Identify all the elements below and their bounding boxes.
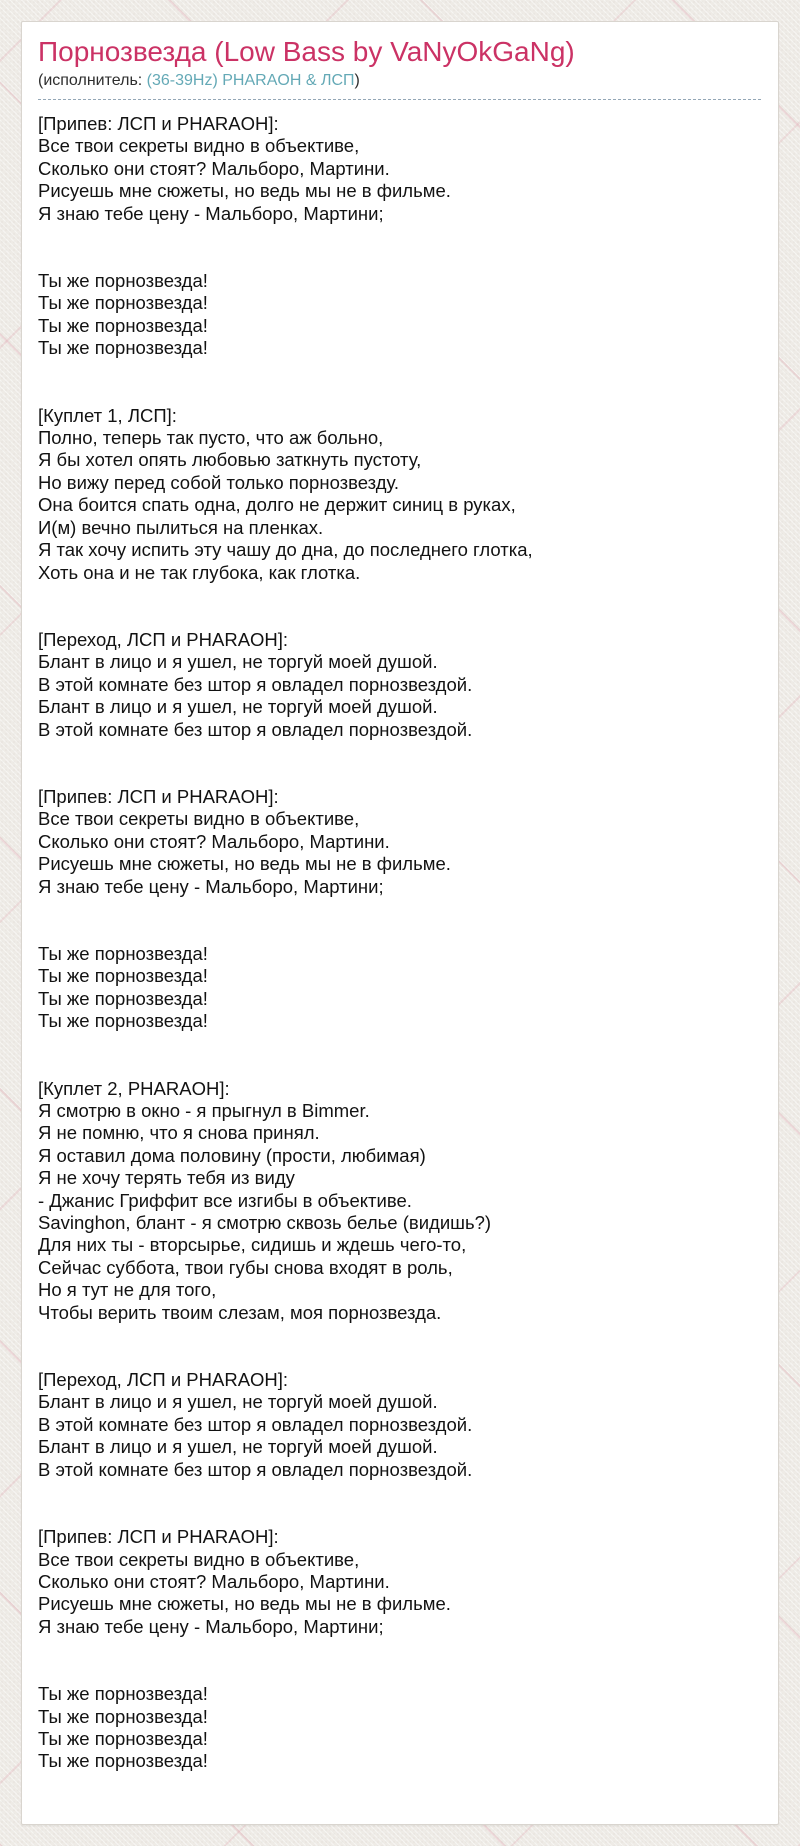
lyrics-card [21,21,779,1825]
artist-link[interactable]: (36-39Hz) PHARAOH & ЛСП [146,72,355,89]
lyrics-stanza: [Припев: ЛСП и PHARAOH]: Все твои секреты видно в объективе, Сколько они стоят? Мальборо, Мартини. Рисуешь мне сюжеты, но ведь мы не в фильме. Я знаю тебе цену - Мальборо, Мартини; [38,1526,451,1637]
song-title: Порнозвезда (Low Bass by VaNyOkGaNg) [38,36,575,67]
song-header [38,35,761,100]
artist-line-suffix: ) [354,72,360,89]
lyrics-stanza: [Куплет 2, PHARAOH]: Я смотрю в окно - я прыгнул в Bimmer. Я не помню, что я снова принял. Я оставил дома половину (прости, любимая) Я не хочу терять тебя из виду - Джанис Гриффит все изгибы в объективе. Savinghon, блант - я смотрю сквозь белье (видишь?) Для них ты - вторсырье, сидишь и ждешь чего-то, Сейчас суббота, твои губы снова входят в роль, Но я тут не для того, Чтобы верить твоим слезам, моя порнозвезда. [38,1077,492,1323]
lyrics-stanza: Ты же порнозвезда! Ты же порнозвезда! Ты же порнозвезда! Ты же порнозвезда! [38,1683,208,1772]
lyrics-stanza: [Припев: ЛСП и PHARAOH]: Все твои секреты видно в объективе, Сколько они стоят? Мальборо, Мартини. Рисуешь мне сюжеты, но ведь мы не в фильме. Я знаю тебе цену - Мальборо, Мартини; [38,785,451,897]
artist-line [38,71,761,90]
artist-label: (исполнитель: [38,72,147,89]
lyrics-stanza: [Припев: ЛСП и PHARAOH]: Все твои секреты видно в объективе, Сколько они стоят? Мальборо, Мартини. Рисуешь мне сюжеты, но ведь мы не в фильме. Я знаю тебе цену - Мальборо, Мартини; [38,113,451,224]
lyrics-stanza: Ты же порнозвезда! Ты же порнозвезда! Ты же порнозвезда! Ты же порнозвезда! [38,270,208,359]
lyrics-stanza: [Куплет 1, ЛСП]: Полно, теперь так пусто, что аж больно, Я бы хотел опять любовью заткнуть пустоту, Но вижу перед собой только порнозвезду. Она боится спать одна, долго не держит синиц в руках, И(м) вечно пылиться на пленках. Я так хочу испить эту чашу до дна, до последнего глотка, Хоть она и не так глубока, как глотка. [38,404,533,583]
lyrics-stanza: Ты же порнозвезда! Ты же порнозвезда! Ты же порнозвезда! Ты же порнозвезда! [38,942,208,1032]
lyrics-stanza: [Переход, ЛСП и PHARAOH]: Блант в лицо и я ушел, не торгуй моей душой. В этой комнате без штор я овладел порнозвездой. Блант в лицо и я ушел, не торгуй моей душой. В этой комнате без штор я овладел порнозвездой. [38,628,473,740]
lyrics-text [38,113,761,1773]
lyrics-stanza: [Переход, ЛСП и PHARAOH]: Блант в лицо и я ушел, не торгуй моей душой. В этой комнате без штор я овладел порнозвездой. Блант в лицо и я ушел, не торгуй моей душой. В этой комнате без штор я овладел порнозвездой. [38,1369,473,1480]
